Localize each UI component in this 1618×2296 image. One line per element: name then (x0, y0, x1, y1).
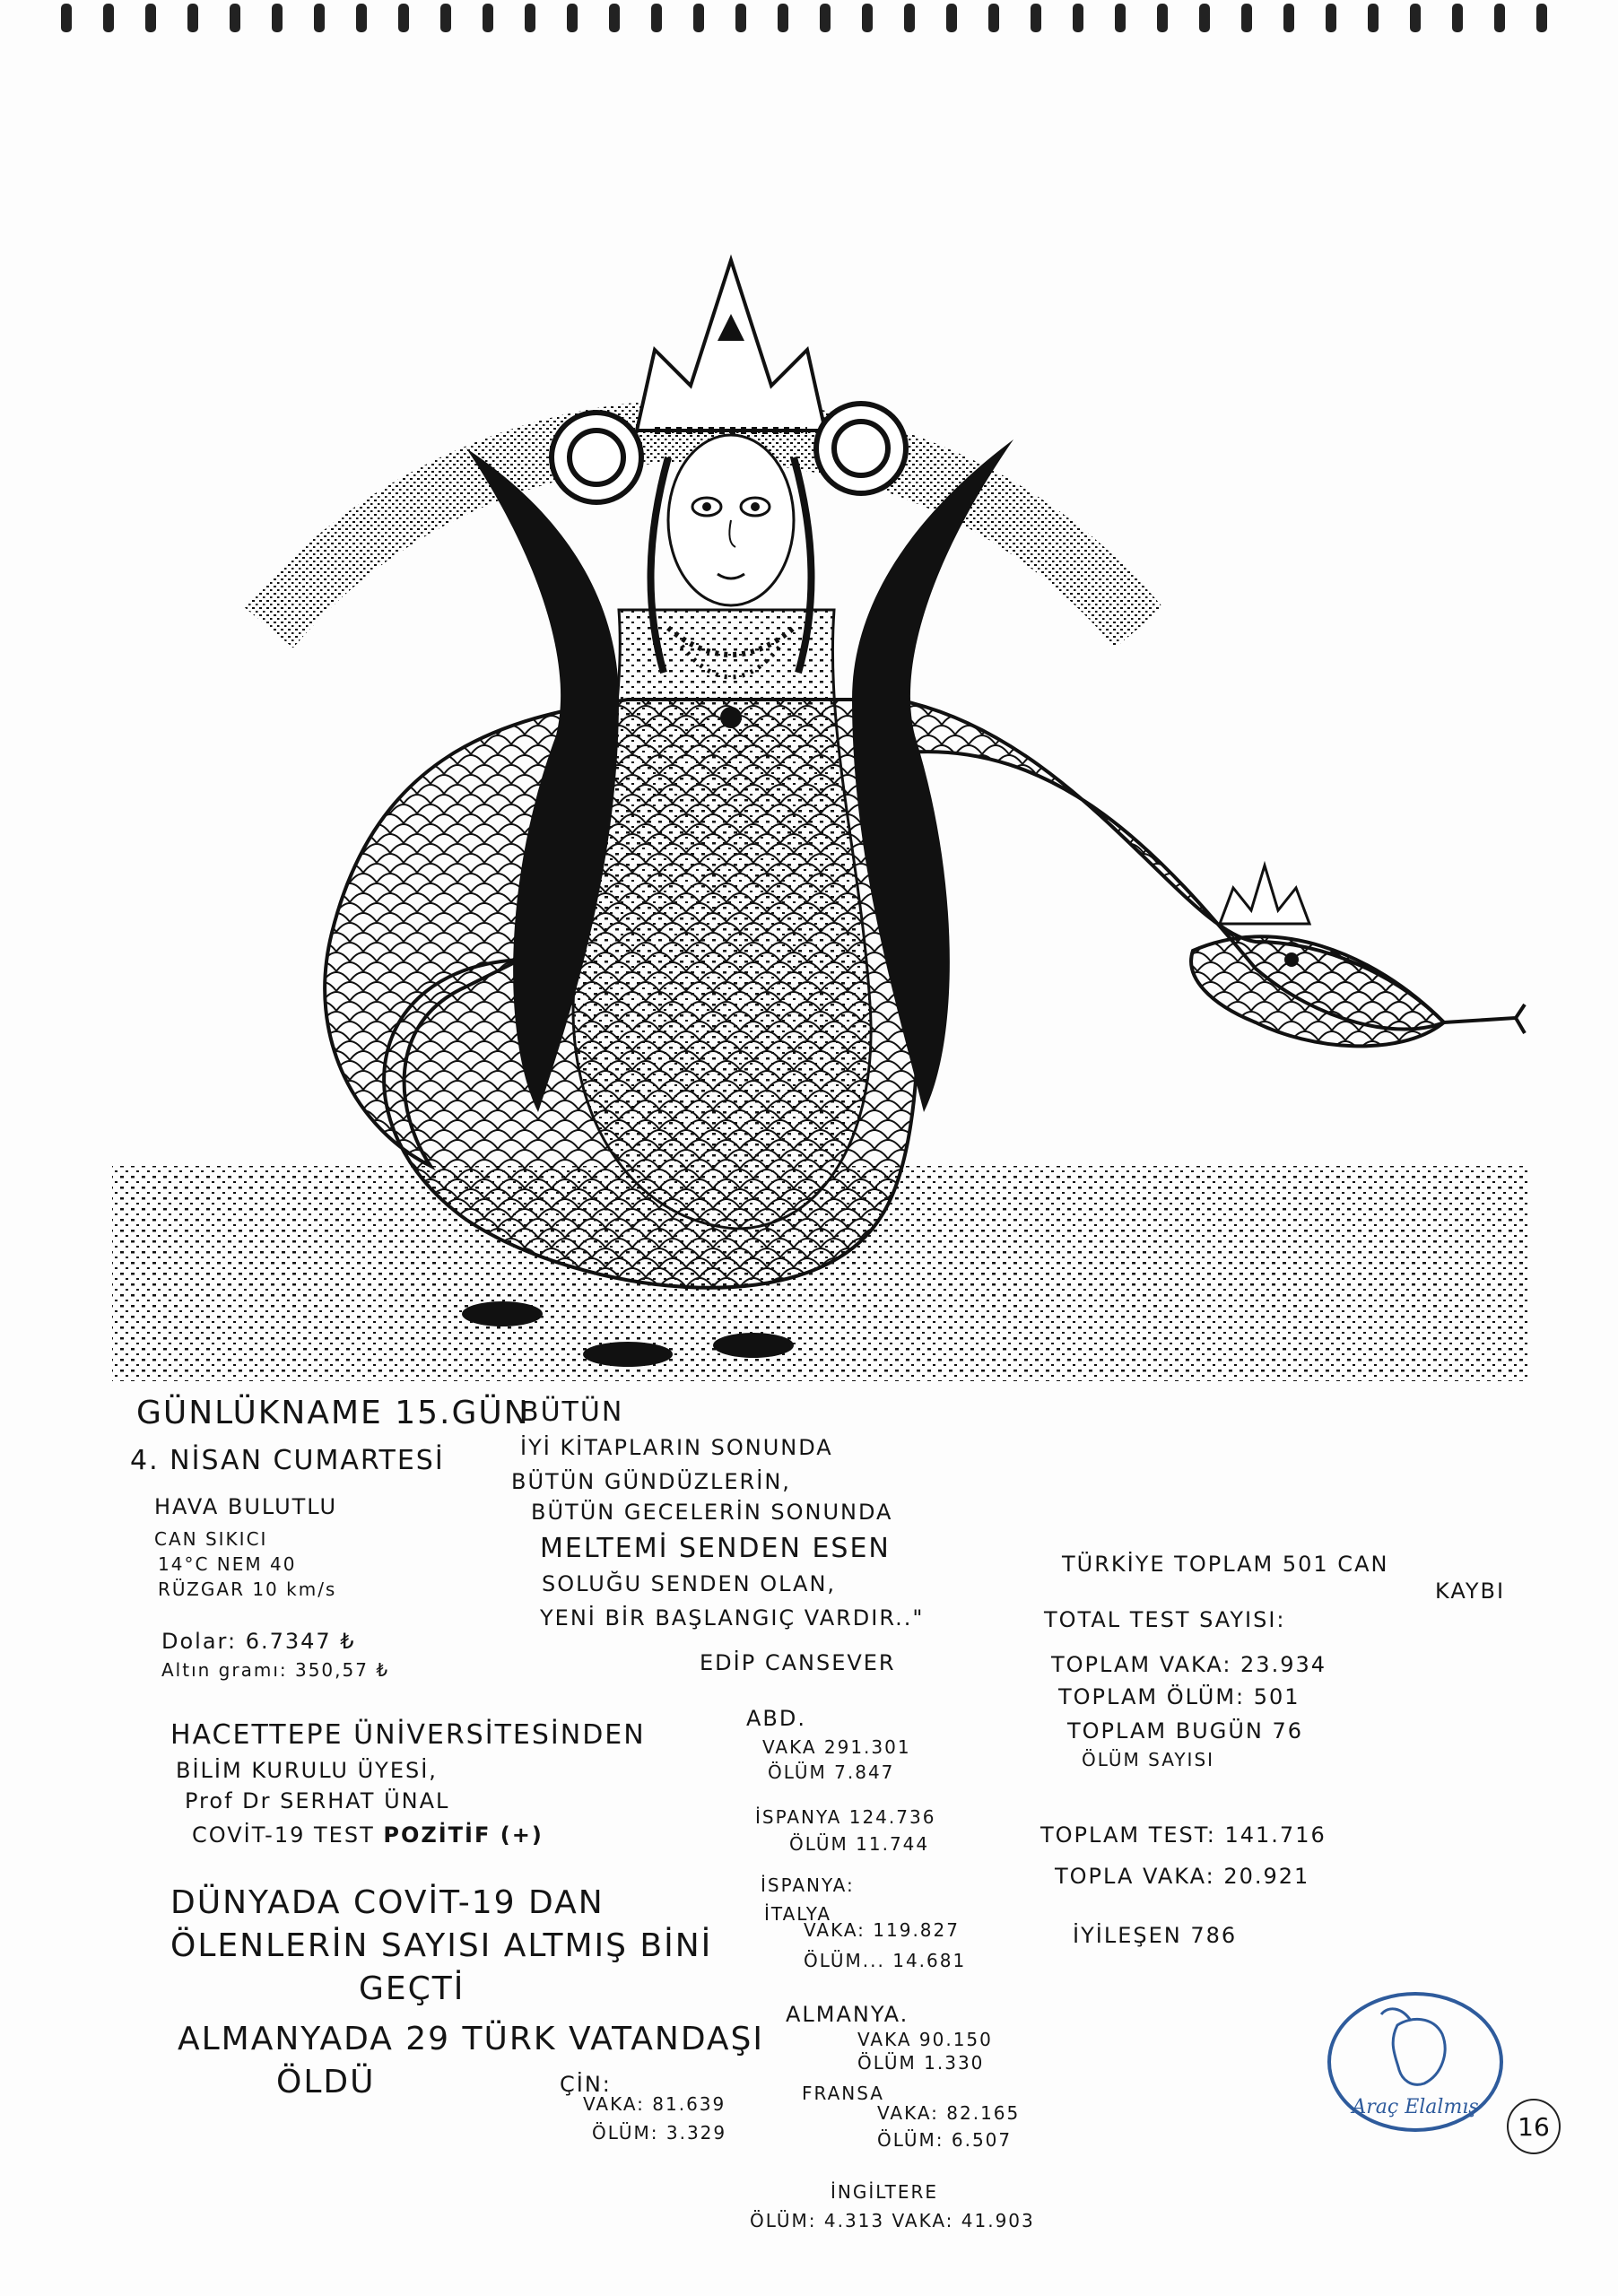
illustration-serpent-queen (0, 54, 1618, 1399)
spain-line: İSPANYA 124.736 (755, 1806, 936, 1828)
china-cases: VAKA: 81.639 (583, 2093, 726, 2115)
poem-line-3: BÜTÜN GÜNDÜZLERİN, (511, 1469, 791, 1494)
spiral-coil (187, 4, 198, 32)
spiral-coil (1115, 4, 1126, 32)
pendant (720, 707, 742, 728)
uk-line: ÖLÜM: 4.313 VAKA: 41.903 (750, 2210, 1035, 2231)
news-line-4 (192, 1824, 544, 1846)
spiral-coil (988, 4, 999, 32)
total-test-label: TOTAL TEST SAYISI: (1044, 1607, 1286, 1632)
germany-deaths: ÖLÜM 1.330 (857, 2052, 985, 2074)
spiral-coil (778, 4, 788, 32)
world-line-2: ÖLENLERİN SAYISI ALTMIŞ BİNİ (170, 1927, 713, 1964)
total-case-2: TOPLA VAKA: 20.921 (1055, 1864, 1310, 1889)
spiral-binding (54, 0, 1564, 45)
diary-date: 4. NİSAN CUMARTESİ (130, 1445, 445, 1476)
goat-icon (1393, 2019, 1445, 2084)
poem-author: EDİP CANSEVER (700, 1650, 896, 1675)
spiral-coil (1283, 4, 1294, 32)
poem-line-5: MELTEMİ SENDEN ESEN (540, 1533, 891, 1564)
left-ram-horn (552, 413, 641, 502)
spiral-coil (1536, 4, 1547, 32)
germany-cases: VAKA 90.150 (857, 2029, 993, 2050)
spiral-coil (1157, 4, 1168, 32)
spiral-coil (651, 4, 662, 32)
wind: RÜZGAR 10 km/s (158, 1578, 337, 1600)
spiral-coil (1494, 4, 1505, 32)
foot-right2 (713, 1333, 794, 1358)
spiral-coil (272, 4, 283, 32)
spiral-coil (1073, 4, 1083, 32)
spiral-coil (525, 4, 535, 32)
mood: CAN SIKICI (154, 1528, 268, 1550)
poem-line-4: BÜTÜN GECELERİN SONUNDA (531, 1500, 893, 1525)
foot-left (462, 1301, 543, 1326)
spiral-coil (398, 4, 409, 32)
spiral-coil (567, 4, 578, 32)
france-deaths: ÖLÜM: 6.507 (877, 2129, 1013, 2151)
spain-deaths: ÖLÜM 11.744 (789, 1833, 930, 1855)
spain-label: İSPANYA: (761, 1874, 855, 1896)
snake-crown (1220, 865, 1309, 924)
temperature: 14°C NEM 40 (158, 1553, 297, 1575)
spiral-coil (820, 4, 831, 32)
world-line-1: DÜNYADA COVİT-19 DAN (170, 1884, 605, 1921)
spiral-coil (735, 4, 746, 32)
spiral-coil (314, 4, 325, 32)
germany-name: ALMANYA. (786, 2002, 909, 2027)
today-label-2: ÖLÜM SAYISI (1082, 1749, 1215, 1770)
spiral-coil (946, 4, 957, 32)
france-name: FRANSA (802, 2083, 884, 2104)
news-positive: POZİTİF (+) (383, 1822, 544, 1848)
spiral-coil (1326, 4, 1336, 32)
spiral-coil (862, 4, 873, 32)
news-line-3: Prof Dr SERHAT ÜNAL (185, 1788, 450, 1813)
spiral-coil (1031, 4, 1041, 32)
recovered: İYİLEŞEN 786 (1073, 1923, 1238, 1948)
spiral-coil (356, 4, 367, 32)
spiral-coil (440, 4, 451, 32)
page-number: 16 (1507, 2099, 1561, 2154)
spiral-coil (103, 4, 114, 32)
spiral-coil (1410, 4, 1421, 32)
spiral-coil (1368, 4, 1379, 32)
spiral-coil (693, 4, 704, 32)
uk-name: İNGİLTERE (831, 2181, 939, 2203)
spiral-coil (1199, 4, 1210, 32)
gold-price: Altın gramı: 350,57 ₺ (161, 1659, 390, 1681)
poem-line-1: BÜTÜN (520, 1396, 624, 1428)
foot-right (583, 1342, 673, 1367)
usa-deaths: ÖLÜM 7.847 (768, 1761, 895, 1783)
news-line-4a: COVİT-19 TEST (192, 1822, 384, 1848)
turkey-header: TÜRKİYE TOPLAM 501 CAN (1062, 1552, 1389, 1577)
diary-title: GÜNLÜKNAME 15.GÜN (136, 1395, 530, 1431)
artist-stamp (1326, 1989, 1505, 2135)
spiral-coil (609, 4, 620, 32)
forked-tongue (1444, 1004, 1525, 1033)
usa-name: ABD. (746, 1706, 806, 1731)
spiral-coil (1452, 4, 1463, 32)
spiral-coil (145, 4, 156, 32)
spiral-coil (230, 4, 240, 32)
total-cases: TOPLAM VAKA: 23.934 (1051, 1652, 1327, 1677)
total-test: TOPLAM TEST: 141.716 (1040, 1822, 1327, 1848)
spiral-coil (61, 4, 72, 32)
china-deaths: ÖLÜM: 3.329 (592, 2122, 727, 2144)
france-cases: VAKA: 82.165 (877, 2102, 1021, 2124)
italy-name: İTALYA (764, 1903, 832, 1925)
poem-line-2: İYİ KİTAPLARIN SONUNDA (520, 1435, 833, 1460)
queen-crown (637, 260, 825, 430)
dollar-rate: Dolar: 6.7347 ₺ (161, 1629, 356, 1654)
weather: HAVA BULUTLU (154, 1494, 338, 1519)
spiral-coil (904, 4, 915, 32)
spiral-coil (483, 4, 493, 32)
news-line-1: HACETTEPE ÜNİVERSİTESİNDEN (170, 1719, 646, 1751)
today-label: TOPLAM BUGÜN 76 (1067, 1718, 1304, 1744)
usa-cases: VAKA 291.301 (762, 1736, 911, 1758)
turkey-header-2: KAYBI (1435, 1578, 1506, 1604)
news-line-2: BİLİM KURULU ÜYESİ, (176, 1758, 438, 1783)
stamp-signature: Araç Elalmış (1352, 2096, 1479, 2118)
china-name: ÇİN: (560, 2072, 612, 2097)
serpent-head (1191, 936, 1444, 1046)
italy-deaths: ÖLÜM... 14.681 (804, 1950, 967, 1971)
germany-line-2: ÖLDÜ (276, 2064, 376, 2100)
total-deaths: TOPLAM ÖLÜM: 501 (1058, 1684, 1300, 1709)
poem-line-7: YENİ BİR BAŞLANGIÇ VARDIR.." (540, 1605, 925, 1631)
germany-line-1: ALMANYADA 29 TÜRK VATANDAŞI (178, 2021, 765, 2057)
world-line-3: GEÇTİ (359, 1970, 465, 2007)
spiral-coil (1241, 4, 1252, 32)
poem-line-6: SOLUĞU SENDEN OLAN, (542, 1571, 837, 1596)
italy-cases: VAKA: 119.827 (804, 1919, 960, 1941)
right-ram-horn (816, 404, 906, 493)
